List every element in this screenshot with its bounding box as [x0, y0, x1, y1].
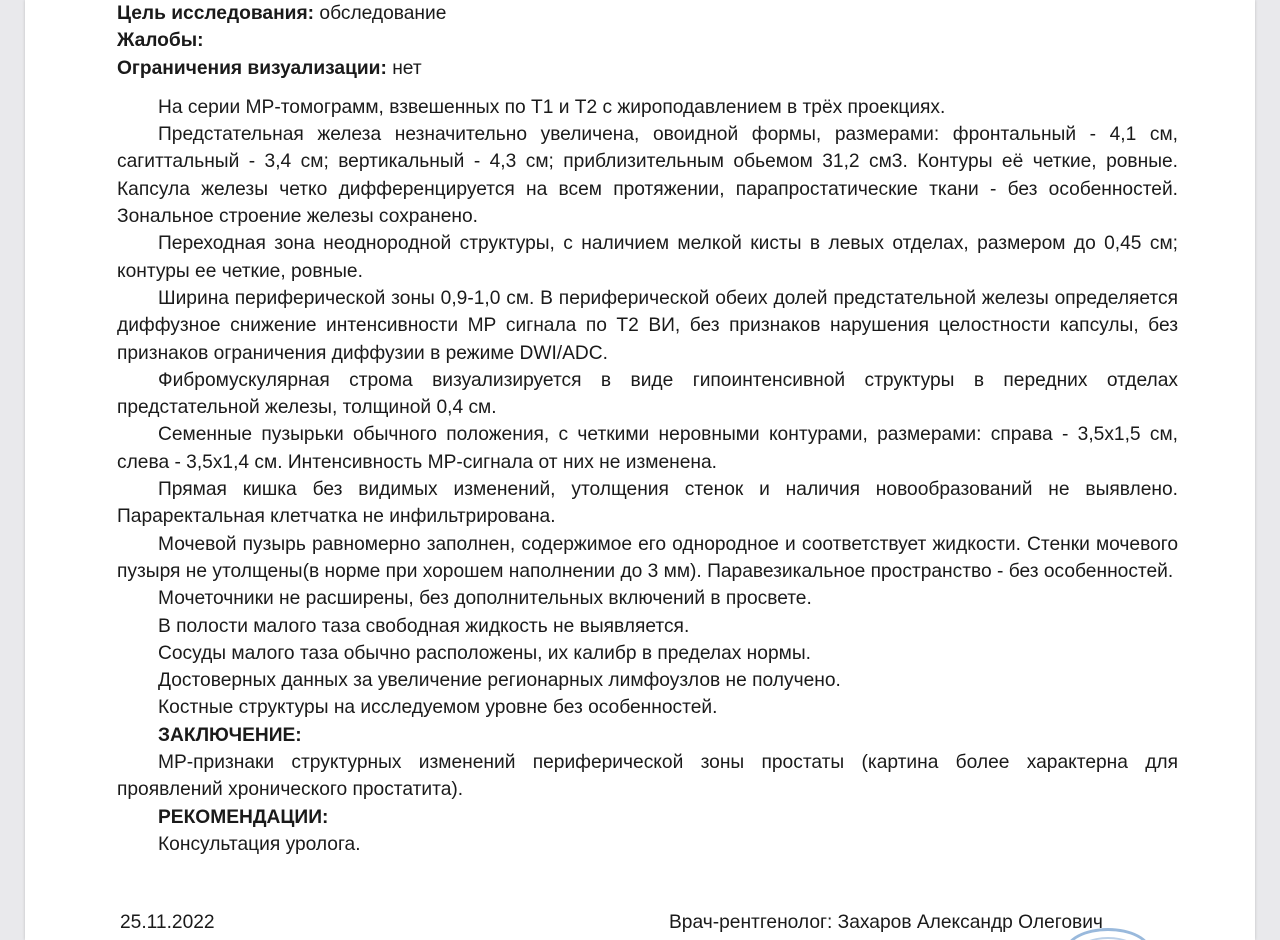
doctor-signature-line: Врач-рентгенолог: Захаров Александр Олегович	[669, 912, 1103, 933]
complaints-line	[117, 27, 1178, 54]
findings-paragraph-2: Предстательная железа незначительно увеличена, овоидной формы, размерами: фронтальный - 4,1 см, сагиттальный - 3,4 см; вертикальный - 4,3 см; приблизительным обьемом 31,2 см3. Контуры её четкие, ровные. Капсула железы четко дифференцируется на всем протяжении, парапростатические ткани - без особенностей. Зональное строение железы сохранено.	[117, 124, 1178, 228]
findings-paragraph-7: Прямая кишка без видимых изменений, утолщения стенок и наличия новообразований не выявлено. Параректальная клетчатка не инфильтрирована.	[117, 479, 1178, 528]
findings-paragraph-5: Фибромускулярная строма визуализируется в виде гипоинтенсивной структуры в передних отделах предстательной железы, толщиной 0,4 см.	[117, 369, 1178, 419]
limits-value: нет	[386, 57, 422, 79]
findings-paragraph-1: На серии МР-томограмм, взвешенных по Т1 и Т2 с жироподавлением в трёх проекциях.	[158, 96, 946, 118]
findings-paragraph-8: Мочевой пузырь равномерно заполнен, содержимое его однородное и соответствует жидкости. Стенки мочевого пузыря не утолщены(в норме при хорошем наполнении до 3 мм). Паравезикальное пространство - без особенностей.	[117, 533, 1178, 582]
findings-paragraph-9: Мочеточники не расширены, без дополнительных включений в просвете.	[158, 588, 812, 610]
complaints-label: Жалобы:	[117, 30, 204, 52]
recommendations-text: Консультация уролога.	[158, 833, 361, 855]
recommendations-heading: РЕКОМЕНДАЦИИ:	[158, 806, 329, 828]
findings-paragraph-3: Переходная зона неоднородной структуры, с наличием мелкой кисты в левых отделах, размером до 0,45 см; контуры ее четкие, ровные.	[117, 233, 1178, 282]
limits-line	[117, 55, 1178, 82]
findings-paragraph-12: Достоверных данных за увеличение регионарных лимфоузлов не получено.	[158, 670, 841, 692]
report-date: 25.11.2022	[120, 912, 215, 933]
report-body	[117, 0, 1178, 858]
conclusion-heading: ЗАКЛЮЧЕНИЕ:	[158, 724, 302, 746]
findings-paragraph-13: Костные структуры на исследуемом уровне без особенностей.	[158, 697, 718, 719]
purpose-label: Цель исследования:	[117, 3, 315, 24]
limits-label: Ограничения визуализации:	[117, 57, 387, 79]
findings-paragraph-11: Сосуды малого таза обычно расположены, их калибр в пределах нормы.	[158, 642, 811, 664]
findings-paragraph-10: В полости малого таза свободная жидкость не выявляется.	[158, 615, 690, 637]
findings-paragraph-6: Семенные пузырьки обычного положения, с четкими неровными контурами, размерами: справа - 3,5х1,5 см, слева - 3,5х1,4 см. Интенсивность МР-сигнала от них не изменена.	[117, 424, 1178, 473]
conclusion-text: МР-признаки структурных изменений периферической зоны простаты (картина более характерна для проявлений хронического простатита).	[117, 752, 1178, 801]
purpose-value: обследование	[314, 3, 447, 24]
document-page	[25, 0, 1255, 940]
purpose-line	[117, 0, 1178, 27]
findings-paragraph-4: Ширина периферической зоны 0,9-1,0 см. В периферической обеих долей предстательной железы определяется диффузное снижение интенсивности МР сигнала по Т2 ВИ, без признаков нарушения целостности капсулы, без признаков ограничения диффузии в режиме DWI/ADC.	[117, 287, 1178, 364]
